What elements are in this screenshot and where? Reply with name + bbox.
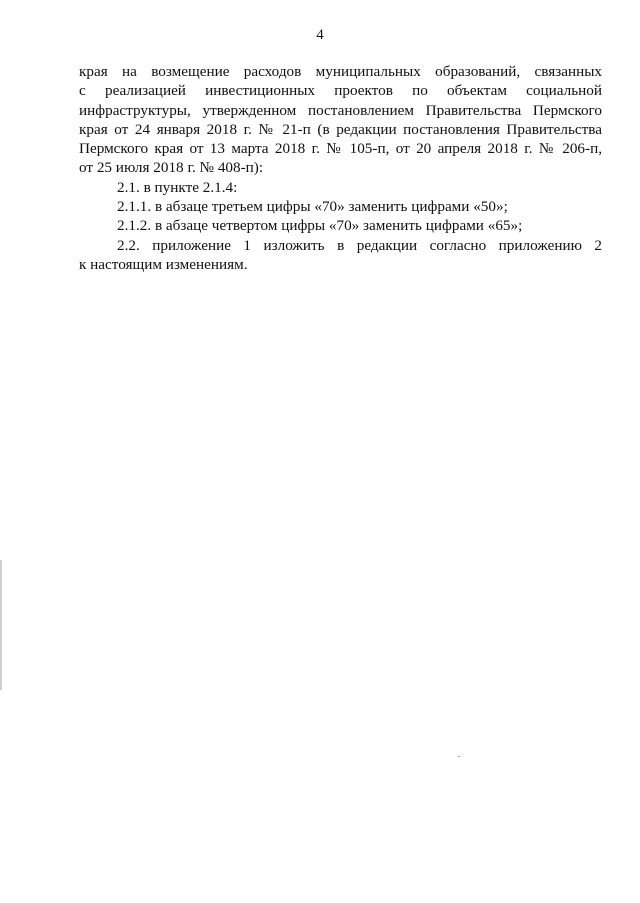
item-2-1-1: 2.1.1. в абзаце третьем цифры «70» заменить цифрами «50»; (117, 198, 508, 216)
text-line: с реализацией инвестиционных проектов по объектам социальной (79, 82, 602, 100)
document-body (79, 62, 602, 274)
text-line: Пермского края от 13 марта 2018 г. № 105-п, от 20 апреля 2018 г. № 206-п, (79, 140, 602, 158)
text-line: инфраструктуры, утвержденном постановлением Правительства Пермского (79, 101, 602, 119)
page-number: 4 (316, 27, 324, 43)
scan-edge-mark (0, 560, 2, 690)
paragraph-intro (79, 62, 602, 178)
text-line: края на возмещение расходов муниципальных образований, связанных (79, 63, 602, 80)
scan-speck (458, 756, 460, 757)
item-2-2-continuation: к настоящим изменениям. (79, 255, 248, 273)
item-2-1: 2.1. в пункте 2.1.4: (117, 178, 238, 196)
item-2-2: 2.2. приложение 1 изложить в редакции согласно приложению 2 (117, 236, 602, 254)
text-line: от 25 июля 2018 г. № 408-п): (79, 159, 264, 177)
text-line: края от 24 января 2018 г. № 21-п (в редакции постановления Правительства (79, 120, 602, 138)
item-2-1-2: 2.1.2. в абзаце четвертом цифры «70» заменить цифрами «65»; (117, 217, 523, 235)
